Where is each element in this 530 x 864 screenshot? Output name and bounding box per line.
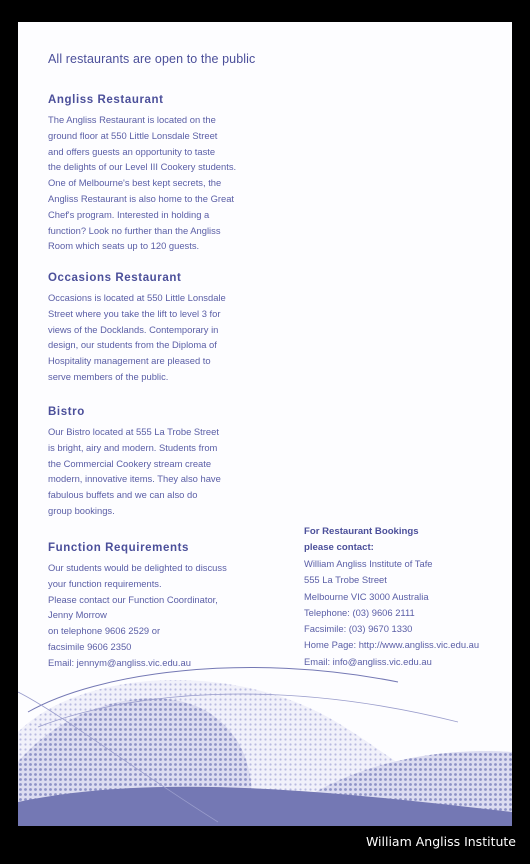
body-line: views of the Docklands. Contemporary in: [48, 323, 219, 335]
section-title: Function Requirements: [48, 542, 190, 554]
body-line: fabulous buffets and we can also do: [48, 489, 198, 501]
institute-caption: William Angliss Institute: [365, 834, 516, 849]
body-line: and offers guests an opportunity to taste: [48, 145, 216, 157]
body-line: the delights of our Level III Cookery students.: [48, 161, 237, 173]
booking-contact-block: [304, 524, 504, 670]
body-line: The Angliss Restaurant is located on the: [48, 114, 216, 125]
body-line: Street where you take the lift to level 3 for: [48, 307, 221, 319]
contact-email: Email: info@angliss.vic.edu.au: [304, 655, 432, 667]
body-line: Please contact our Function Coordinator,: [48, 593, 218, 605]
contact-line: William Angliss Institute of Tafe: [304, 558, 433, 569]
body-line: on telephone 9606 2529 or: [48, 625, 161, 637]
brochure-page: [18, 22, 512, 826]
contact-homepage: Home Page: http://www.angliss.vic.edu.au: [304, 639, 480, 651]
body-line: facsimile 9606 2350: [48, 640, 132, 652]
section-occasions-restaurant: [48, 272, 266, 385]
body-line: Chef's program. Interested in holding a: [48, 208, 210, 220]
section-title: Bistro: [48, 406, 85, 418]
contact-line: 555 La Trobe Street: [304, 574, 387, 586]
body-line: Our Bistro located at 555 La Trobe Street: [48, 426, 219, 437]
body-line: Angliss Restaurant is also home to the Great: [48, 192, 235, 204]
body-line: One of Melbourne's best kept secrets, the: [48, 177, 222, 189]
body-line: Our students would be delighted to discuss: [48, 562, 227, 573]
contact-facsimile: Facsimile: (03) 9670 1330: [304, 623, 413, 635]
decorative-wave-graphic: [18, 652, 512, 826]
body-line: modern, innovative items. They also have: [48, 473, 221, 485]
section-angliss-restaurant: [48, 94, 266, 254]
body-line: the Commercial Cookery stream create: [48, 457, 212, 469]
contact-heading: For Restaurant Bookings: [304, 526, 419, 537]
body-line: design, our students from the Diploma of: [48, 339, 217, 351]
body-line: ground floor at 550 Little Lonsdale Street: [48, 129, 218, 141]
intro-heading: All restaurants are open to the public: [48, 52, 256, 66]
body-line: Occasions is located at 550 Little Lonsdale: [48, 292, 226, 303]
body-line: group bookings.: [48, 504, 115, 516]
body-line: serve members of the public.: [48, 370, 169, 382]
body-line: Jenny Morrow: [48, 609, 107, 621]
function-email: Email: jennym@angliss.vic.edu.au: [48, 656, 191, 668]
body-line: function? Look no further than the Angliss: [48, 224, 221, 236]
contact-heading: please contact:: [304, 542, 374, 553]
section-bistro: [48, 406, 266, 519]
body-line: your function requirements.: [48, 577, 162, 589]
contact-telephone: Telephone: (03) 9606 2111: [304, 606, 415, 618]
body-line: is bright, airy and modern. Students from: [48, 441, 218, 453]
body-line: Hospitality management are pleased to: [48, 355, 211, 367]
section-title: Occasions Restaurant: [48, 272, 182, 284]
section-title: Angliss Restaurant: [48, 94, 164, 106]
contact-line: Melbourne VIC 3000 Australia: [304, 590, 429, 602]
body-line: Room which seats up to 120 guests.: [48, 240, 200, 252]
